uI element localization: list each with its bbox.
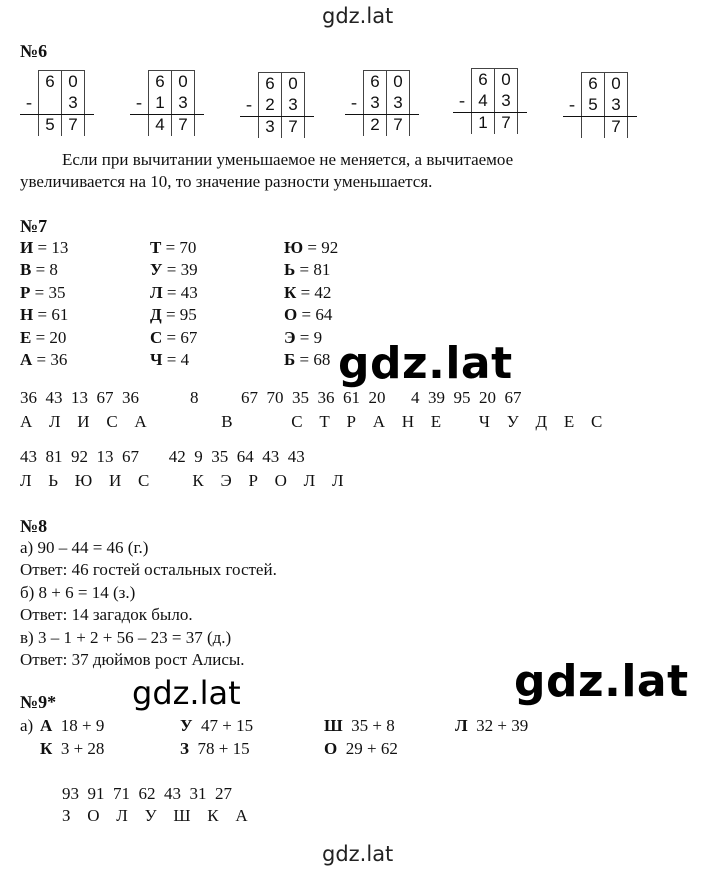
expression: 35 + 8 [351, 716, 395, 735]
digit-cell: 1 [471, 112, 495, 134]
digit-cell: 0 [495, 68, 518, 91]
letter: Е [20, 327, 32, 347]
digit-cell: 6 [471, 68, 495, 91]
letter-value [284, 283, 331, 303]
task9-heading: №9* [20, 692, 57, 712]
letter: О [284, 305, 298, 325]
digit-cell [38, 92, 62, 114]
code-expression [180, 739, 250, 759]
value: = 13 [33, 238, 69, 257]
letter: Ь [284, 260, 296, 280]
digit-cell: 7 [172, 114, 195, 136]
letter-value [150, 283, 198, 303]
watermark-center: gdz.lat [338, 338, 513, 389]
letter-value [20, 328, 66, 348]
task9-prefix: а) [20, 716, 34, 735]
code-expression [324, 739, 398, 759]
digit-cell [581, 116, 605, 138]
letter: О [324, 739, 338, 758]
result-line [453, 112, 527, 113]
letter-value [284, 305, 332, 325]
code-expression [180, 716, 253, 736]
letter: Б [284, 350, 296, 369]
value: = 35 [30, 282, 66, 302]
digit-cell: 3 [387, 92, 410, 114]
digit-cell: 6 [258, 72, 282, 95]
digit-cell: 7 [62, 114, 85, 136]
letter-value [284, 328, 322, 348]
task9-letters: З О Л У Ш К А [62, 806, 249, 825]
subtraction-block [345, 70, 421, 136]
letter: К [40, 739, 53, 758]
result-line [563, 116, 637, 117]
letter-value [20, 260, 58, 280]
solution-line: Ответ: 14 загадок было. [20, 605, 193, 625]
letter-value [150, 350, 189, 370]
solution-line: а) 90 – 44 = 46 (г.) [20, 538, 149, 557]
digit-cell: 4 [148, 114, 172, 136]
subtraction-block [563, 72, 639, 138]
digit-cell: 3 [282, 94, 305, 116]
solution-line: Ответ: 37 дюймов рост Алисы. [20, 650, 245, 669]
digit-cell: 3 [495, 90, 518, 112]
minus-sign: - [136, 92, 142, 112]
letter: З [180, 739, 189, 758]
task7-heading: №7 [20, 216, 48, 236]
minus-sign: - [459, 90, 465, 110]
value: = 20 [31, 327, 67, 347]
digit-cell: 3 [258, 116, 282, 138]
expression: 78 + 15 [197, 739, 250, 758]
value: = 39 [162, 260, 198, 280]
letter: Н [20, 305, 34, 325]
value: = 81 [295, 260, 331, 280]
letter-value [20, 305, 68, 325]
value: = 8 [31, 260, 58, 280]
subtraction-block [240, 72, 316, 138]
expression: 32 + 39 [476, 716, 529, 735]
digit-cell: 5 [38, 114, 62, 136]
letter-value [150, 328, 197, 348]
value: = 42 [296, 282, 332, 302]
code-expression [40, 739, 104, 759]
digit-cell: 3 [172, 92, 195, 114]
expression: 47 + 15 [200, 716, 254, 735]
task7-letters-2: Л Ь Ю И С К Э Р О Л Л [20, 471, 345, 490]
value: = 68 [295, 350, 331, 369]
result-line [240, 116, 314, 117]
task7-letters-1: А Л И С А В С Т Р А Н Е Ч У Д Е С [20, 412, 604, 431]
letter: Ш [324, 716, 343, 735]
value: = 92 [303, 238, 339, 257]
digit-cell: 2 [363, 114, 387, 136]
digit-cell: 1 [148, 92, 172, 114]
digit-cell: 3 [62, 92, 85, 114]
letter-value [284, 260, 330, 280]
task7-numbers-2: 43 81 92 13 67 42 9 35 64 43 43 [20, 447, 305, 466]
digit-cell: 0 [387, 70, 410, 93]
letter-value [20, 283, 65, 303]
letter: Л [455, 716, 468, 735]
expression: 29 + 62 [345, 739, 398, 758]
letter: Д [150, 305, 162, 325]
task6-heading: №6 [20, 41, 48, 61]
digit-cell: 0 [605, 72, 628, 95]
digit-cell: 4 [471, 90, 495, 112]
value: = 95 [161, 305, 197, 325]
digit-cell: 7 [605, 116, 628, 138]
minus-sign: - [26, 92, 32, 112]
subtraction-block [20, 70, 96, 136]
task7-numbers-1: 36 43 13 67 36 8 67 70 35 36 61 20 4 39 95 20 67 [20, 388, 522, 407]
value: = 9 [295, 327, 323, 347]
minus-sign: - [569, 94, 575, 114]
value: = 61 [33, 305, 69, 325]
subtraction-block [453, 68, 529, 134]
digit-cell: 3 [605, 94, 628, 116]
result-line [20, 114, 94, 115]
solution-line: б) 8 + 6 = 14 (з.) [20, 582, 136, 602]
letter: С [150, 327, 163, 347]
letter: Э [284, 327, 296, 347]
letter: А [40, 716, 53, 735]
value: = 4 [162, 350, 190, 369]
expression: 3 + 28 [60, 739, 105, 758]
value: = 36 [32, 350, 68, 369]
digit-cell: 2 [258, 94, 282, 116]
digit-cell: 7 [387, 114, 410, 136]
result-line [130, 114, 204, 115]
code-expression [324, 716, 395, 736]
digit-cell: 6 [363, 70, 387, 93]
letter: И [20, 238, 34, 257]
digit-cell: 0 [172, 70, 195, 93]
task6-text-line1: Если при вычитании уменьшаемое не меняется, а вычитаемое [62, 150, 514, 169]
solution-line: в) 3 – 1 + 2 + 56 – 23 = 37 (д.) [20, 627, 232, 647]
letter: У [150, 260, 163, 280]
watermark-top: gdz.lat [322, 4, 394, 28]
value: = 70 [161, 238, 197, 257]
letter-value [284, 350, 330, 370]
value: = 43 [162, 282, 198, 302]
letter: Т [150, 238, 162, 257]
result-line [345, 114, 419, 115]
letter-value [20, 350, 67, 370]
letter: Л [150, 282, 163, 302]
letter-value [284, 238, 338, 258]
digit-cell: 0 [282, 72, 305, 95]
code-expression [455, 716, 528, 736]
value: = 67 [162, 327, 198, 347]
digit-cell: 5 [581, 94, 605, 116]
digit-cell: 6 [148, 70, 172, 93]
code-expression [40, 716, 104, 736]
digit-cell: 6 [581, 72, 605, 95]
digit-cell: 7 [282, 116, 305, 138]
letter: А [20, 350, 33, 369]
task8-heading: №8 [20, 516, 48, 536]
digit-cell: 6 [38, 70, 62, 93]
watermark-right: gdz.lat [514, 656, 689, 707]
minus-sign: - [351, 92, 357, 112]
letter: К [284, 282, 297, 302]
task6-text-line2: увеличивается на 10, то значение разности уменьшается. [20, 172, 433, 191]
letter: Р [20, 282, 31, 302]
letter-value [20, 238, 68, 258]
digit-cell: 7 [495, 112, 518, 134]
letter-value [150, 238, 196, 258]
minus-sign: - [246, 94, 252, 114]
subtraction-block [130, 70, 206, 136]
letter: Ю [284, 238, 304, 257]
task9-numbers: 93 91 71 62 43 31 27 [62, 784, 232, 803]
solution-line: Ответ: 46 гостей остальных гостей. [20, 560, 277, 580]
letter: Ч [150, 350, 163, 369]
value: = 64 [297, 305, 333, 325]
digit-cell: 3 [363, 92, 387, 114]
letter-value [150, 260, 198, 280]
expression: 18 + 9 [60, 716, 105, 735]
digit-cell: 0 [62, 70, 85, 93]
letter: В [20, 260, 32, 280]
watermark-bottom: gdz.lat [322, 842, 394, 866]
letter: У [180, 716, 193, 735]
watermark-left: gdz.lat [132, 674, 241, 712]
letter-value [150, 305, 197, 325]
